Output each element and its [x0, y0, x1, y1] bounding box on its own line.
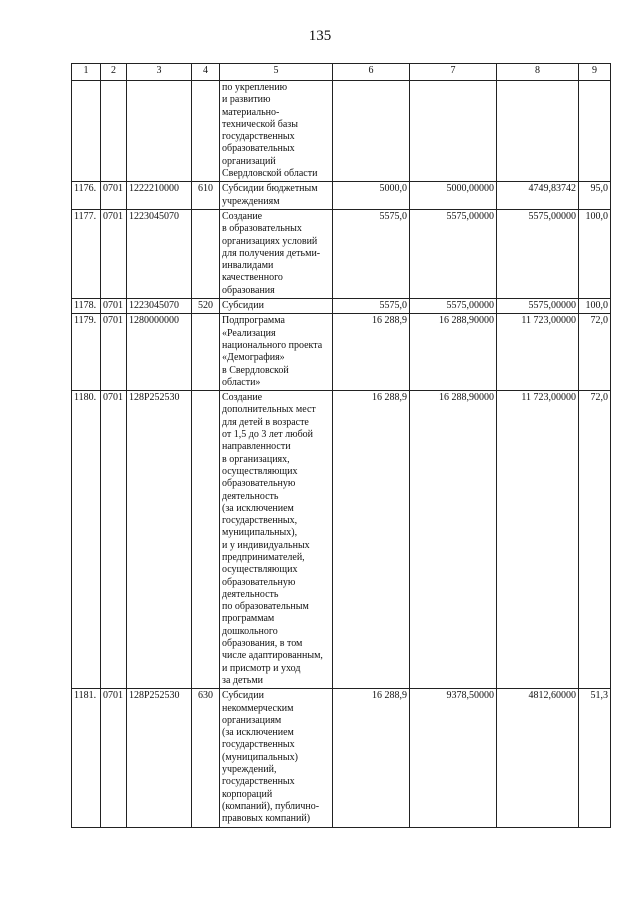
item-name-line: национального проекта [222, 339, 323, 351]
item-name-line: числе адаптированным, [222, 650, 323, 662]
expense-type-cell: 520 [192, 299, 220, 314]
item-name-line: в Свердловской [222, 364, 289, 376]
approved-amount-cell: 5575,0 [333, 209, 410, 298]
refined-amount-cell: 5000,00000 [410, 182, 497, 210]
item-name-line: дополнительных мест [222, 404, 316, 416]
approved-amount-cell: 5000,0 [333, 182, 410, 210]
executed-amount-cell: 11 723,00000 [497, 391, 579, 689]
table-row [72, 299, 611, 314]
execution-percent-cell: 95,0 [579, 182, 611, 210]
executed-amount-cell [497, 81, 579, 182]
header-col-3: 3 [127, 64, 192, 81]
refined-amount-cell: 16 288,90000 [410, 391, 497, 689]
item-name-cell [220, 391, 333, 689]
table-row [72, 182, 611, 210]
refined-amount-cell: 9378,50000 [410, 689, 497, 827]
row-number-cell [72, 81, 101, 182]
refined-amount-cell [410, 81, 497, 182]
header-col-7: 7 [410, 64, 497, 81]
item-name-line: дошкольного [222, 625, 278, 637]
item-name-cell [220, 689, 333, 827]
approved-amount-cell: 16 288,9 [333, 314, 410, 391]
table-body [72, 81, 611, 828]
execution-percent-cell: 51,3 [579, 689, 611, 827]
item-name-line: для получения детьми- [222, 247, 321, 259]
item-name-line: (муниципальных) [222, 751, 298, 763]
item-name-line: некоммерческим [222, 702, 294, 714]
header-col-4: 4 [192, 64, 220, 81]
approved-amount-cell: 16 288,9 [333, 689, 410, 827]
item-name-line: за детьми [222, 674, 264, 686]
item-name-line: Создание [222, 210, 263, 222]
item-name-line: государственных [222, 131, 295, 143]
item-name-line: Субсидии бюджетным [222, 183, 318, 195]
page-number: 135 [308, 28, 332, 44]
item-name-line: и у индивидуальных [222, 539, 310, 551]
section-code-cell: 0701 [101, 182, 127, 210]
execution-percent-cell: 100,0 [579, 299, 611, 314]
section-code-cell: 0701 [101, 299, 127, 314]
item-name-line: и развитию [222, 94, 271, 106]
executed-amount-cell: 5575,00000 [497, 209, 579, 298]
item-name-line: муниципальных), [222, 527, 298, 539]
row-number-cell: 1176. [72, 182, 101, 210]
budget-table [71, 63, 611, 828]
item-name-line: Субсидии [222, 300, 264, 312]
item-name-line: осуществляющих [222, 564, 298, 576]
target-article-cell: 1223045070 [127, 209, 192, 298]
executed-amount-cell: 11 723,00000 [497, 314, 579, 391]
expense-type-cell [192, 209, 220, 298]
target-article-cell: 128P252530 [127, 689, 192, 827]
executed-amount-cell: 4749,83742 [497, 182, 579, 210]
section-code-cell: 0701 [101, 689, 127, 827]
row-number-cell: 1178. [72, 299, 101, 314]
item-name-line: образовательную [222, 576, 296, 588]
item-name-line: образования [222, 284, 275, 296]
header-col-1: 1 [72, 64, 101, 81]
item-name-line: материально- [222, 106, 280, 118]
target-article-cell: 1222210000 [127, 182, 192, 210]
row-number-cell: 1179. [72, 314, 101, 391]
item-name-line: «Демография» [222, 352, 285, 364]
target-article-cell: 128P252530 [127, 391, 192, 689]
item-name-line: по укреплению [222, 82, 288, 93]
item-name-line: государственных, [222, 515, 298, 527]
item-name-line: правовых компаний) [222, 813, 311, 825]
item-name-line: государственных [222, 776, 295, 788]
execution-percent-cell: 100,0 [579, 209, 611, 298]
execution-percent-cell: 72,0 [579, 391, 611, 689]
item-name-line: (за исключением [222, 727, 294, 739]
item-name-line: осуществляющих [222, 465, 298, 477]
refined-amount-cell: 5575,00000 [410, 209, 497, 298]
approved-amount-cell [333, 81, 410, 182]
section-code-cell: 0701 [101, 391, 127, 689]
item-name-line: (за исключением [222, 502, 294, 514]
refined-amount-cell: 16 288,90000 [410, 314, 497, 391]
item-name-cell [220, 182, 333, 210]
expense-type-cell [192, 81, 220, 182]
item-name-cell [220, 314, 333, 391]
item-name-line: программам [222, 613, 275, 625]
table-row [72, 81, 611, 182]
item-name-line: области» [222, 376, 261, 388]
item-name-line: корпораций [222, 788, 273, 800]
execution-percent-cell [579, 81, 611, 182]
table-row [72, 314, 611, 391]
execution-percent-cell: 72,0 [579, 314, 611, 391]
executed-amount-cell: 4812,60000 [497, 689, 579, 827]
expense-type-cell [192, 391, 220, 689]
header-col-6: 6 [333, 64, 410, 81]
section-code-cell: 0701 [101, 314, 127, 391]
table-row [72, 209, 611, 298]
item-name-line: «Реализация [222, 327, 276, 339]
item-name-line: инвалидами [222, 260, 274, 272]
item-name-line: в образовательных [222, 223, 302, 235]
approved-amount-cell: 16 288,9 [333, 391, 410, 689]
section-code-cell: 0701 [101, 209, 127, 298]
item-name-line: государственных [222, 739, 295, 751]
row-number-cell: 1181. [72, 689, 101, 827]
table-row [72, 689, 611, 827]
item-name-line: предпринимателей, [222, 551, 305, 563]
section-code-cell [101, 81, 127, 182]
header-row [72, 64, 611, 81]
item-name-line: для детей в возрасте [222, 416, 309, 428]
header-col-9: 9 [579, 64, 611, 81]
item-name-cell [220, 81, 333, 182]
item-name-line: качественного [222, 272, 283, 284]
expense-type-cell: 610 [192, 182, 220, 210]
row-number-cell: 1177. [72, 209, 101, 298]
item-name-line: направленности [222, 441, 291, 453]
target-article-cell: 1223045070 [127, 299, 192, 314]
item-name-line: деятельность [222, 588, 279, 600]
header-col-5: 5 [220, 64, 333, 81]
item-name-cell [220, 299, 333, 314]
item-name-line: организациям [222, 714, 282, 726]
item-name-line: организациях условий [222, 235, 318, 247]
target-article-cell [127, 81, 192, 182]
table-row [72, 391, 611, 689]
item-name-line: организаций [222, 155, 276, 167]
item-name-line: образовательную [222, 478, 296, 490]
expense-type-cell: 630 [192, 689, 220, 827]
item-name-line: учреждений, [222, 764, 277, 776]
item-name-line: Субсидии [222, 690, 264, 702]
item-name-line: по образовательным [222, 601, 309, 613]
item-name-line: образовательных [222, 143, 295, 155]
expense-type-cell [192, 314, 220, 391]
item-name-line: технической базы [222, 118, 298, 130]
approved-amount-cell: 5575,0 [333, 299, 410, 314]
executed-amount-cell: 5575,00000 [497, 299, 579, 314]
item-name-line: образования, в том [222, 638, 303, 650]
target-article-cell: 1280000000 [127, 314, 192, 391]
item-name-line: в организациях, [222, 453, 290, 465]
item-name-line: и присмотр и уход [222, 662, 301, 674]
item-name-line: Подпрограмма [222, 315, 285, 327]
item-name-line: (компаний), публично- [222, 800, 320, 812]
item-name-line: учреждениям [222, 195, 280, 207]
item-name-line: от 1,5 до 3 лет любой [222, 429, 314, 441]
header-col-8: 8 [497, 64, 579, 81]
item-name-cell [220, 209, 333, 298]
row-number-cell: 1180. [72, 391, 101, 689]
item-name-line: Создание [222, 392, 263, 404]
item-name-line: деятельность [222, 490, 279, 502]
refined-amount-cell: 5575,00000 [410, 299, 497, 314]
item-name-line: Свердловской области [222, 168, 318, 180]
header-col-2: 2 [101, 64, 127, 81]
